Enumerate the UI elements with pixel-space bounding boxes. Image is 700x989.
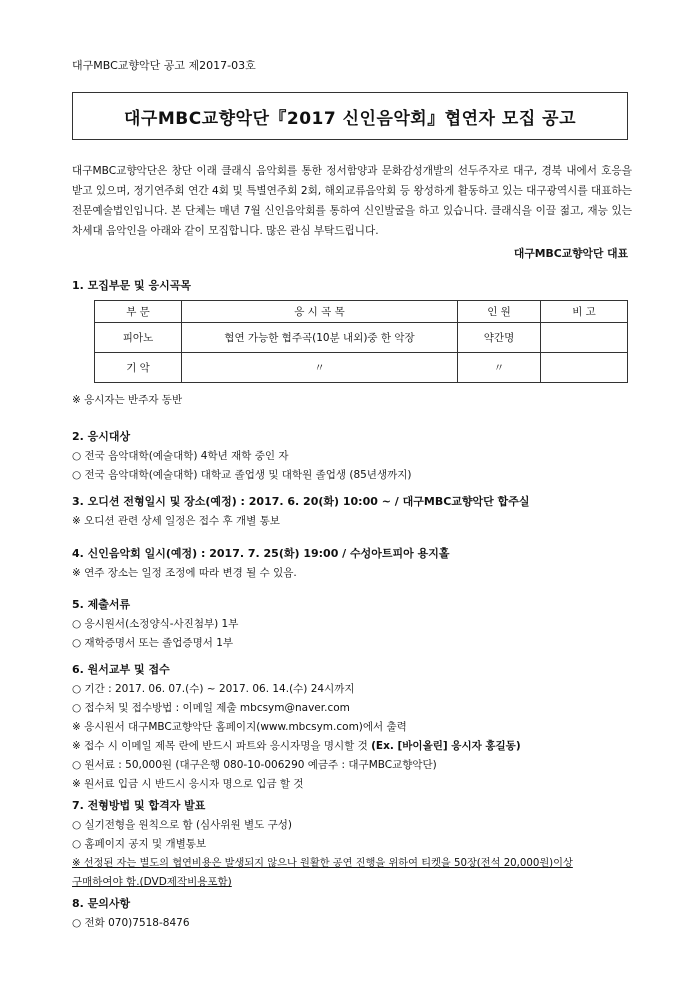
section-documents (72, 595, 642, 653)
section-heading: 3. 오디션 전형일시 및 장소(예정) : 2017. 6. 20(화) 10:00 ~ / 대구MBC교향악단 합주실 (72, 495, 530, 508)
list-item: ○ 전화 070)7518-8476 (72, 917, 190, 929)
table-cell: 약간명 (458, 323, 541, 353)
list-item: 구매하여야 함.(DVD제작비용포함) (72, 876, 232, 888)
list-item: ○ 전국 음악대학(예술대학) 대학교 졸업생 및 대학원 졸업생 (85년생까지) (72, 469, 412, 481)
list-item (72, 737, 642, 756)
section-note: ※ 응시자는 반주자 동반 (72, 394, 183, 406)
table-cell: 기 악 (95, 353, 182, 383)
document-number: 대구MBC교향악단 공고 제2017-03호 (72, 59, 256, 72)
table-row (95, 353, 628, 383)
table-cell: 〃 (458, 353, 541, 383)
list-item: ※ 선정된 자는 별도의 협연비용은 발생되지 않으나 원활한 공연 진행을 위하여 티켓을 50장(전석 20,000원)이상 (72, 858, 573, 869)
table-cell (541, 353, 628, 383)
table-header: 인 원 (458, 301, 541, 323)
table-cell (541, 323, 628, 353)
list-item-text: ※ 접수 시 이메일 제목 란에 반드시 파트와 응시자명을 명시할 것 (72, 740, 372, 752)
table-header-row (95, 301, 628, 323)
title-box (72, 92, 628, 140)
table-row (95, 323, 628, 353)
section-recruitment (72, 276, 642, 410)
section-heading: 2. 응시대상 (72, 430, 131, 443)
section-heading: 1. 모집부문 및 응시곡목 (72, 279, 191, 292)
table-header: 응 시 곡 목 (182, 301, 458, 323)
section-eligibility (72, 427, 642, 485)
section-heading: 4. 신인음악회 일시(예정) : 2017. 7. 25(화) 19:00 / 수성아트피아 용지홀 (72, 547, 450, 560)
section-selection (72, 796, 642, 892)
section-application (72, 660, 642, 794)
section-note: ※ 오디션 관련 상세 일정은 접수 후 개별 통보 (72, 515, 280, 527)
list-item: ○ 전국 음악대학(예술대학) 4학년 재학 중인 자 (72, 450, 289, 462)
section-heading: 5. 제출서류 (72, 598, 131, 611)
intro-paragraph: 대구MBC교향악단은 창단 이래 클래식 음악회를 통한 정서함양과 문화감성개발의 선두주자로 대구, 경북 내에서 호응을 받고 있으며, 정기연주회 연간 4회 및 특별연주회 2회, 해외교류음악회 등 왕성하게 활동하고 있는 대구광역시를 대표하는 전문예술법인입니다. 본 단체는 매년 7월 신인음악회를 통하여 신인발굴을 하고 있습니다. 클래식을 이끌 젊고, 재능 있는 차세대 음악인을 아래와 같이 모집합니다. 많은 관심 부탁드립니다. (72, 165, 632, 237)
table-header: 부 문 (95, 301, 182, 323)
table-cell: 피아노 (95, 323, 182, 353)
signature: 대구MBC교향악단 대표 (513, 247, 628, 260)
section-heading: 7. 전형방법 및 합격자 발표 (72, 799, 206, 812)
list-item: ○ 원서료 : 50,000원 (대구은행 080-10-006290 예금주 : 대구MBC교향악단) (72, 759, 437, 771)
list-item: ○ 재학증명서 또는 졸업증명서 1부 (72, 637, 234, 649)
list-item: ○ 응시원서(소정양식-사진첨부) 1부 (72, 618, 239, 630)
table-cell: 〃 (182, 353, 458, 383)
table-cell: 협연 가능한 협주곡(10분 내외)중 한 악장 (182, 323, 458, 353)
list-item: ○ 접수처 및 접수방법 : 이메일 제출 mbcsym@naver.com (72, 702, 350, 714)
list-item: ※ 응시원서 대구MBC교향악단 홈페이지(www.mbcsym.com)에서 출력 (72, 721, 407, 733)
section-heading: 8. 문의사항 (72, 897, 131, 910)
list-item: ○ 실기전형을 원칙으로 함 (심사위원 별도 구성) (72, 819, 292, 831)
list-item: ※ 원서료 입금 시 반드시 응시자 명으로 입금 할 것 (72, 778, 304, 790)
list-item: ○ 기간 : 2017. 06. 07.(수) ~ 2017. 06. 14.(수) 24시까지 (72, 683, 355, 695)
list-item: ○ 홈페이지 공지 및 개별통보 (72, 838, 207, 850)
section-contact (72, 894, 642, 933)
section-note: ※ 연주 장소는 일정 조정에 따라 변경 될 수 있음. (72, 567, 297, 579)
example-text: (Ex. [바이올린] 응시자 홍길동) (371, 740, 521, 752)
section-heading: 6. 원서교부 및 접수 (72, 663, 170, 676)
section-audition (72, 492, 642, 531)
section-concert (72, 544, 642, 583)
recruitment-table (94, 300, 628, 383)
table-header: 비 고 (541, 301, 628, 323)
page-title: 대구MBC교향악단『2017 신인음악회』협연자 모집 공고 (123, 108, 577, 129)
